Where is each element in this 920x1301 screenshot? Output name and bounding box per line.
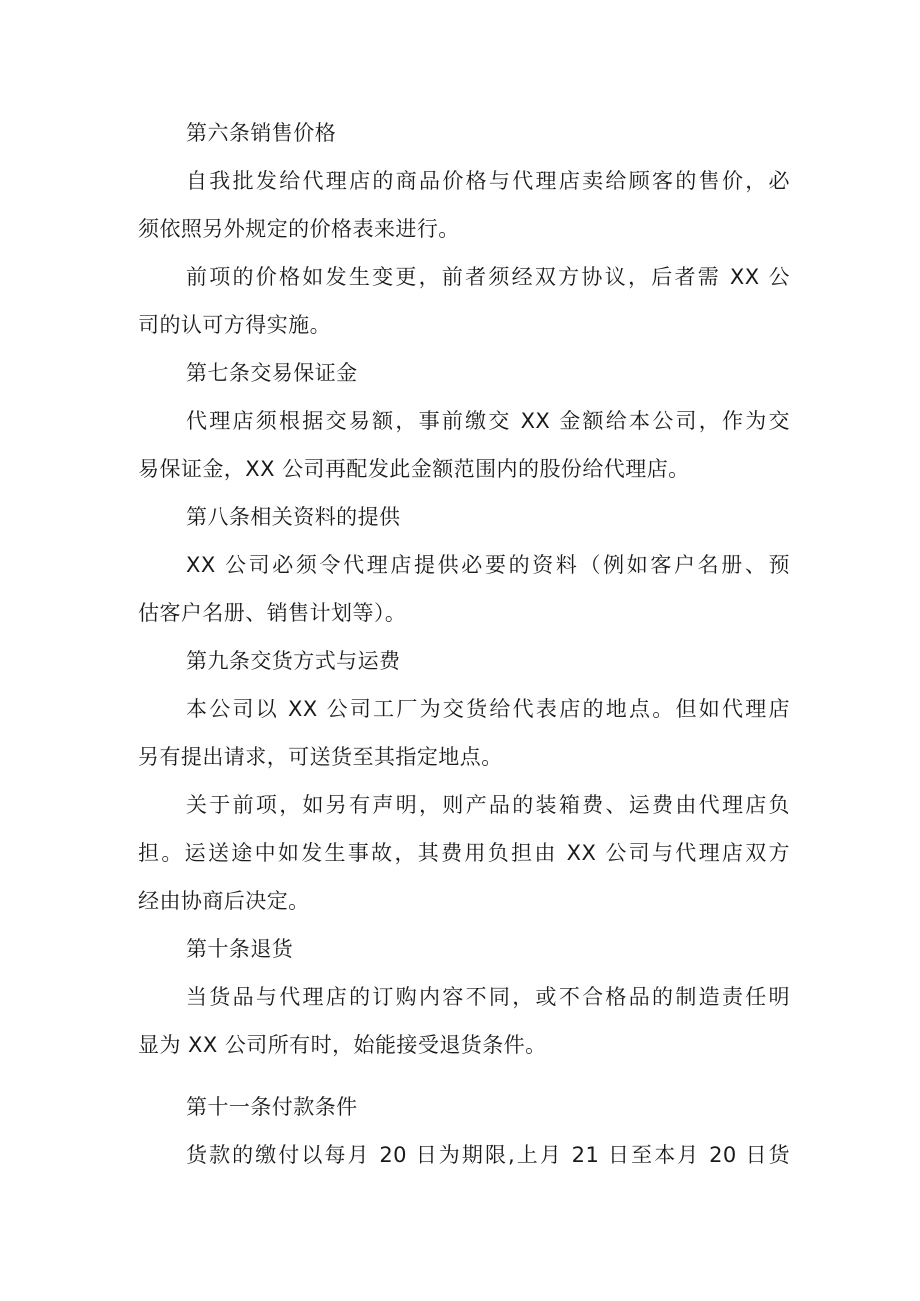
- article-11-heading: 第十一条付款条件: [186, 1095, 358, 1119]
- article-6-paragraph-2-line-2: 司的认可方得实施。: [138, 313, 332, 337]
- article-9-paragraph-1-line-1: 本公司以 XX 公司工厂为交货给代表店的地点。但如代理店: [186, 697, 790, 721]
- article-11-paragraph-line-1: 货款的缴付以每月 20 日为期限,上月 21 日至本月 20 日货: [186, 1143, 790, 1167]
- article-8-paragraph-line-2: 估客户名册、销售计划等）。: [138, 601, 407, 625]
- article-9-heading: 第九条交货方式与运费: [186, 649, 401, 673]
- article-8-paragraph-line-1: XX 公司必须令代理店提供必要的资料（例如客户名册、预: [186, 553, 790, 577]
- article-9-paragraph-2-line-3: 经由协商后决定。: [138, 889, 310, 913]
- article-6-heading: 第六条销售价格: [186, 121, 337, 145]
- article-6-paragraph-1-line-1: 自我批发给代理店的商品价格与代理店卖给顾客的售价，必: [186, 169, 790, 193]
- article-9-paragraph-1-line-2: 另有提出请求，可送货至其指定地点。: [138, 745, 503, 769]
- article-10-paragraph-line-2: 显为 XX 公司所有时，始能接受退货条件。: [138, 1033, 547, 1057]
- article-8-heading: 第八条相关资料的提供: [186, 505, 401, 529]
- article-10-heading: 第十条退货: [186, 937, 294, 961]
- article-9-paragraph-2-line-2: 担。运送途中如发生事故，其费用负担由 XX 公司与代理店双方: [138, 841, 790, 865]
- article-6-paragraph-1-line-2: 须依照另外规定的价格表来进行。: [138, 217, 460, 241]
- article-7-heading: 第七条交易保证金: [186, 361, 358, 385]
- article-10-paragraph-line-1: 当货品与代理店的订购内容不同，或不合格品的制造责任明: [186, 985, 790, 1009]
- article-9-paragraph-2-line-1: 关于前项，如另有声明，则产品的装箱费、运费由代理店负: [186, 793, 790, 817]
- article-7-paragraph-line-1: 代理店须根据交易额，事前缴交 XX 金额给本公司，作为交: [186, 409, 790, 433]
- article-7-paragraph-line-2: 易保证金，XX 公司再配发此金额范围内的股份给代理店。: [138, 457, 690, 481]
- article-6-paragraph-2-line-1: 前项的价格如发生变更，前者须经双方协议，后者需 XX 公: [186, 265, 790, 289]
